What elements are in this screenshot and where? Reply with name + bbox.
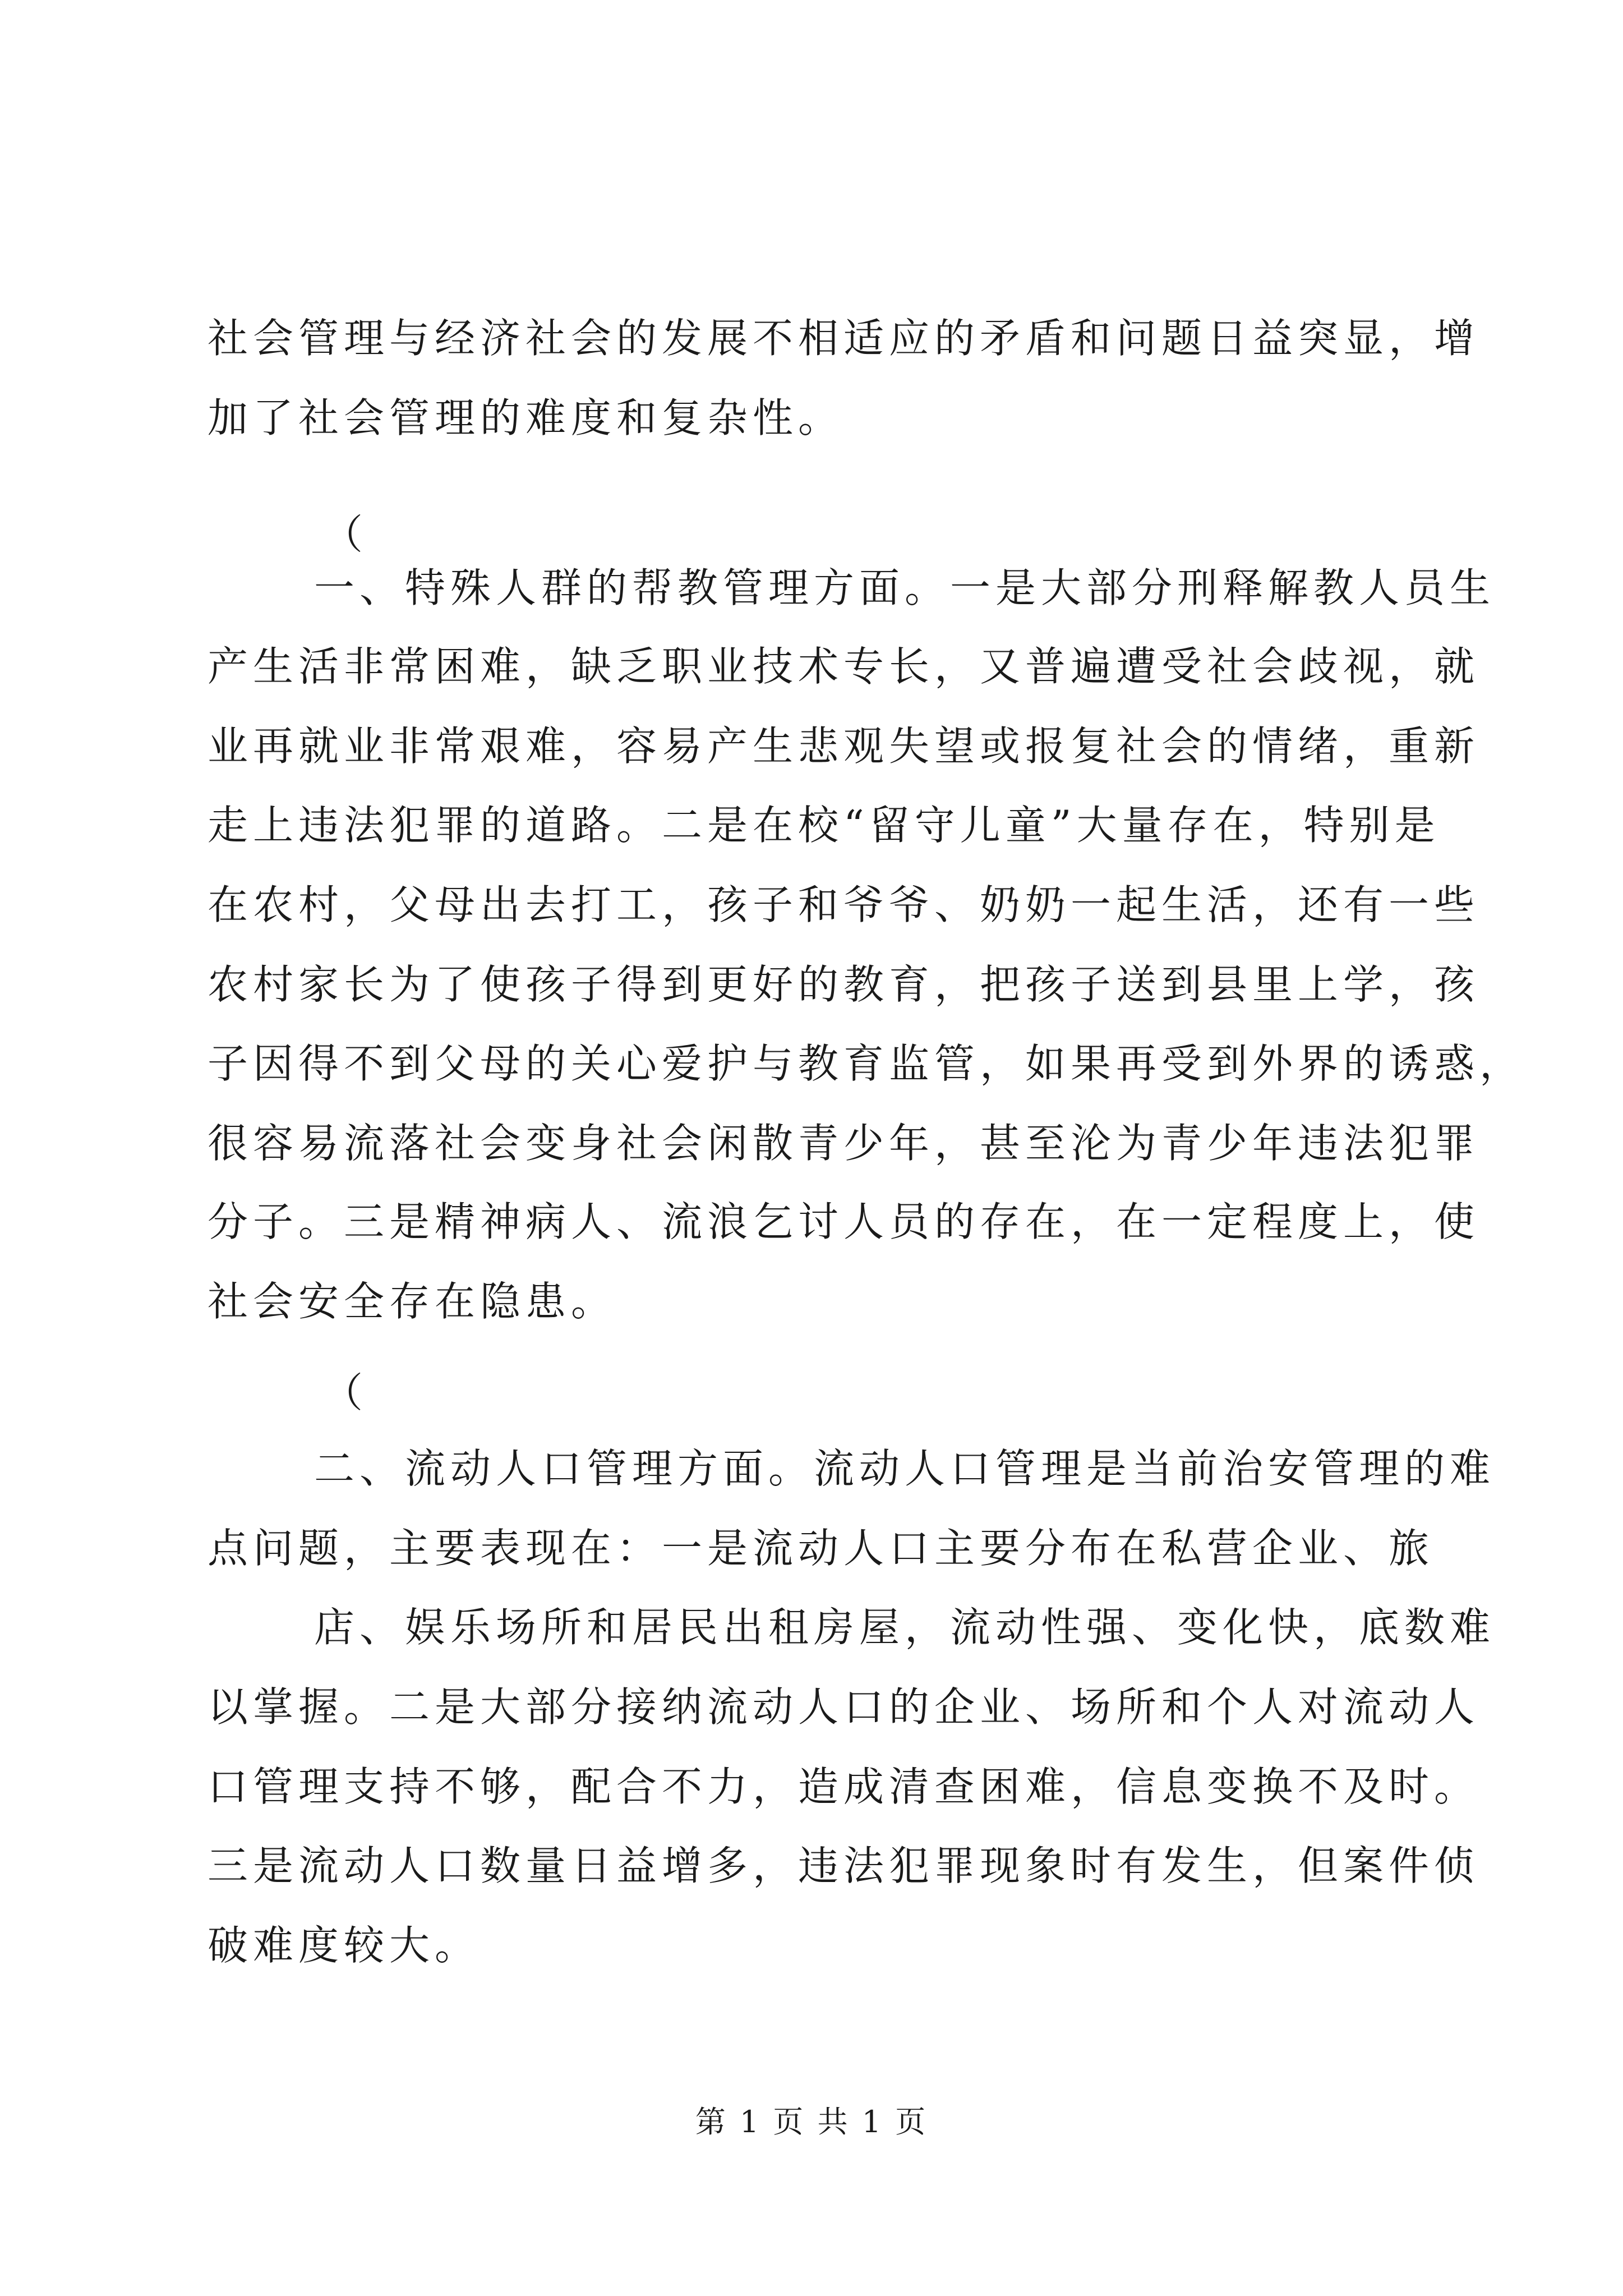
text-line: 产生活非常困难，缺乏职业技术专长，又普遍遭受社会歧视，就 <box>208 643 1480 690</box>
text-line: 加了社会管理的难度和复杂性。 <box>208 394 844 441</box>
parenthesis-marker: （ <box>322 511 368 558</box>
text-line: 农村家长为了使孩子得到更好的教育，把孩子送到县里上学，孩 <box>208 961 1480 1008</box>
paragraph-first-line: 二、流动人口管理方面。流动人口管理是当前治安管理的难 <box>314 1445 1496 1492</box>
paragraph-first-line: 一、特殊人群的帮教管理方面。一是大部分刑释解教人员生 <box>314 564 1496 611</box>
text-line: 店、娱乐场所和居民出租房屋，流动性强、变化快，底数难 <box>314 1604 1496 1651</box>
text-line: 口管理支持不够，配合不力，造成清查困难，信息变换不及时。 <box>208 1763 1480 1810</box>
text-line: 业再就业非常艰难，容易产生悲观失望或报复社会的情绪，重新 <box>208 723 1480 770</box>
text-line: 社会安全存在隐患。 <box>208 1278 617 1325</box>
text-line: 点问题，主要表现在：一是流动人口主要分布在私营企业、旅 <box>208 1525 1435 1572</box>
parenthesis-marker: （ <box>322 1369 368 1416</box>
text-line: 破难度较大。 <box>208 1922 481 1969</box>
text-line: 走上违法犯罪的道路。二是在校“留守儿童”大量存在，特别是 <box>208 802 1440 849</box>
text-line: 社会管理与经济社会的发展不相适应的矛盾和问题日益突显，增 <box>208 315 1480 362</box>
page-footer: 第 1 页 共 1 页 <box>695 2104 928 2139</box>
text-line: 分子。三是精神病人、流浪乞讨人员的存在，在一定程度上，使 <box>208 1198 1480 1245</box>
text-line: 很容易流落社会变身社会闲散青少年，甚至沦为青少年违法犯罪 <box>208 1120 1480 1167</box>
text-line: 子因得不到父母的关心爱护与教育监管，如果再受到外界的诱惑， <box>208 1040 1525 1087</box>
text-line: 在农村，父母出去打工，孩子和爷爷、奶奶一起生活，还有一些 <box>208 881 1480 928</box>
text-line: 以掌握。二是大部分接纳流动人口的企业、场所和个人对流动人 <box>208 1683 1480 1731</box>
text-line: 三是流动人口数量日益增多，违法犯罪现象时有发生，但案件侦 <box>208 1842 1480 1889</box>
